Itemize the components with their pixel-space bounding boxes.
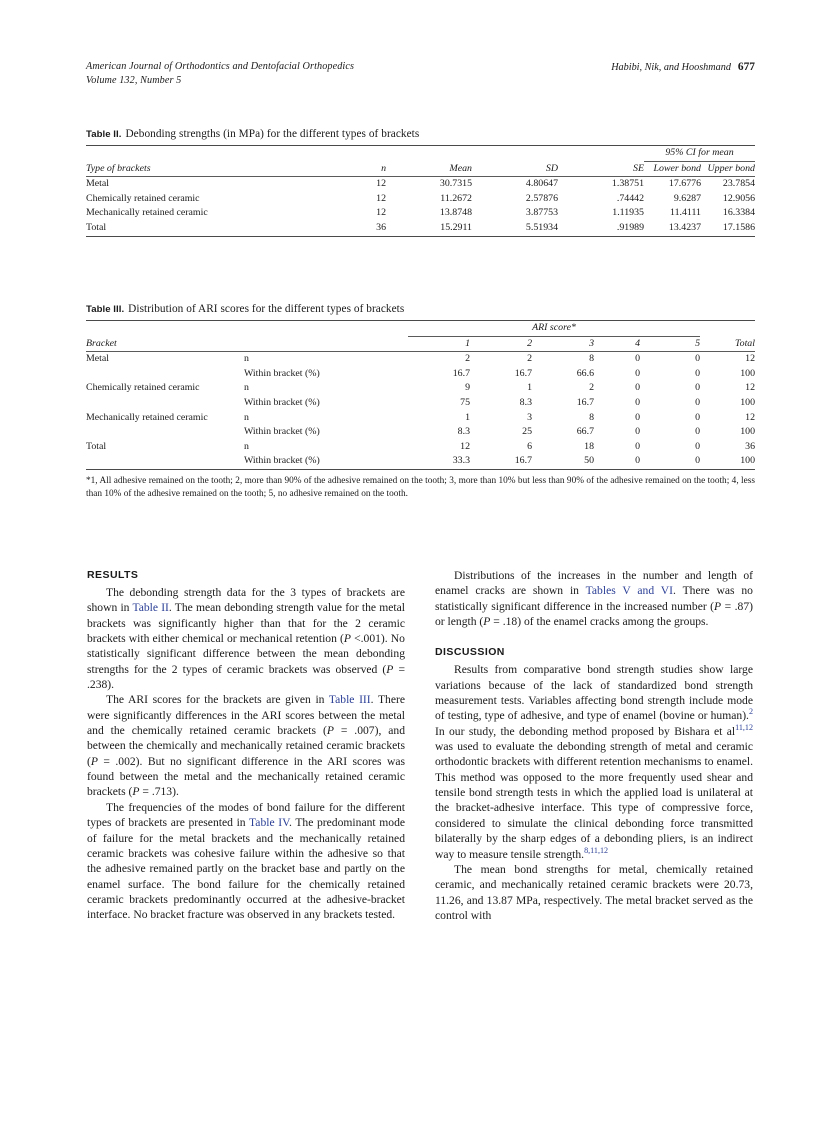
table-3-g2-pct-total: 100 [740,426,755,438]
table-3-g1-pct-s4: 0 [635,396,640,408]
table-3-g1-n-s2: 1 [527,382,532,394]
table-3-g1-n-total: 12 [745,382,755,394]
p3-text-a: The frequencies of the modes of bond failure for the different types of brackets are presented in [87,800,405,830]
running-head-authors-page [611,60,755,75]
table-3-g3-n-label: n [244,440,249,452]
table-2-r2-se: 1.11935 [612,207,644,219]
table-row [86,440,755,455]
page-number: 677 [737,61,755,73]
table-3-g2-n-label: n [244,411,249,423]
d1-text-c: was used to evaluate the debonding strength of metal and ceramic orthodontic brackets with different retention mechanisms to enamel. This method was opposed to the more frequently used shear and tensile bond strength tests in which the applied load is unilateral at the bracket-adhesive interface. This type of compressive force, considered to simulate the clinical debonding force transmitted bilaterally by the sharp edges of a debonding pliers, is an indirect way to measure tensile strength. [435,740,753,861]
p3-text-b: . The predominant mode of failure for the metal brackets and the mechanically retained ceramic brackets was cohesive failure within the adhesive so that the adhesive remained partly on the bracket base and partly on the enamel surface. The bond failure for the chemically retained ceramic brackets predominantly occurred at the adhesive-bracket interface. No bracket fracture was observed in any brackets tested. [87,816,406,922]
table-3-g3-n-s3: 18 [584,440,594,452]
table-2-r3-upper: 17.1586 [701,221,755,236]
table-2-r1-sd: 2.57876 [525,192,558,204]
p2-text-b: . There were significantly differences in the ARI scores between the metal and the chemically retained ceramic brackets ( [87,693,405,738]
p1-text-d: <.001). No statistically significant difference between the mean debonding strengths for the 2 types of ceramic brackets was observed ( [87,632,405,676]
table-2-r3-sd: 5.51934 [472,221,558,236]
table-3-g0-pct-s4: 0 [635,367,640,379]
results-paragraph-1 [87,585,405,692]
table-row [86,352,755,367]
citation-ref-2[interactable]: 2 [748,707,753,717]
table-3-g0-pct-s2: 16.7 [514,367,532,379]
p1-text-f: = .238). [87,662,406,692]
table-row [86,454,755,469]
p2-text-h: = .713). [139,785,179,799]
table-3-g0-pct-s1: 16.7 [452,367,470,379]
table-3-block [86,303,755,500]
table-2-col-brackets: Type of brackets [86,161,324,177]
p4-text-d: = .87) or length ( [435,599,753,629]
table-3 [86,320,755,470]
table-3-g1-n-s4: 0 [635,382,640,394]
table-row [86,221,755,236]
table-3-g2-pct-s5: 0 [695,426,700,438]
table-3-g0-n-s5: 0 [695,353,700,365]
table-2-col-n: n [324,161,386,177]
table-2-r1-upper: 12.9056 [722,192,755,204]
table-2-r0-label: Metal [86,178,110,190]
citation-ref-11-12[interactable]: 11,12 [735,722,753,732]
table-3-col-score-1: 1 [408,336,470,352]
table-3-g1-pct-s3: 16.7 [576,396,594,408]
table-3-g0-pct-s5: 0 [695,367,700,379]
table-2-r2-label: Mechanically retained ceramic [86,207,208,219]
citation-ref-8-11-12[interactable]: 8,11,12 [584,845,609,855]
p2-p-symbol-1: P [326,724,334,738]
table-3-g3-pct-s5: 0 [640,454,700,469]
table-2-r2-mean: 13.8748 [439,207,472,219]
table-2-span-header-row [86,146,755,162]
table-3-g2-pct-s2: 25 [522,426,532,438]
table-3-g3-n-total: 36 [745,440,755,452]
table-3-g1-n-s3: 2 [589,382,594,394]
p2-text-f: = .002). But no significant difference in the ARI scores was found between the metal and the mechanically retained ceramic brackets ( [87,754,405,799]
table-3-number: Table III. [86,304,125,315]
p2-text-a: The ARI scores for the brackets are given in [106,693,329,707]
table-2-caption [86,128,755,140]
table-2-r1-n: 12 [376,192,386,204]
table-3-g1-pct-label: Within bracket (%) [244,396,320,408]
table-2-span-header: 95% CI for mean [644,146,755,162]
table-3-g0-n-s2: 2 [527,353,532,365]
table-3-col-score-5: 5 [640,336,700,352]
table-3-g1-n-s1: 9 [465,382,470,394]
table-3-g3-n-s1: 12 [460,440,470,452]
table-3-g3-pct-label: Within bracket (%) [244,454,408,469]
table-2-col-mean: Mean [386,161,472,177]
table-3-g3-n-s4: 0 [635,440,640,452]
table-row [86,381,755,396]
table-3-g3-n-s5: 0 [695,440,700,452]
table-2-r2-n: 12 [376,207,386,219]
table-2-r0-lower: 17.6776 [668,178,701,190]
table-3-g1-n-label: n [244,382,249,394]
table-2-col-upper-bond: Upper bond [701,161,755,177]
p4-p-symbol-1: P [714,599,722,613]
p1-text-a: The debonding strength data for the 3 types of brackets are shown in [87,586,405,615]
table-3-g0-n-s3: 8 [589,353,594,365]
table-3-reference-link[interactable]: Table III [328,693,371,707]
tables-5-6-reference-link[interactable]: Tables V and VI [585,584,674,598]
table-2-r3-mean: 15.2911 [386,221,472,236]
table-2-reference-link[interactable]: Table II [132,601,169,615]
table-3-g0-pct-total: 100 [740,367,755,379]
table-2 [86,145,755,237]
table-3-g3-pct-total: 100 [700,454,755,469]
body-column-left [87,568,405,923]
table-row [86,367,755,382]
table-2-r1-label: Chemically retained ceramic [86,192,200,204]
table-3-header-row [86,336,755,352]
table-3-g3-pct-s2: 16.7 [470,454,532,469]
results-paragraph-2 [87,692,405,799]
table-3-col-bracket: Bracket [86,336,244,352]
table-3-g3-pct-s4: 0 [594,454,640,469]
table-2-r3-lower: 13.4237 [644,221,701,236]
table-3-g2-n-s5: 0 [695,411,700,423]
body-column-right [435,568,753,923]
table-3-g0-pct-label: Within bracket (%) [244,367,320,379]
table-2-r0-upper: 23.7854 [722,178,755,190]
table-2-r1-se: .74442 [616,192,644,204]
section-heading-discussion: DISCUSSION [435,646,505,659]
table-3-col-score-2: 2 [470,336,532,352]
table-2-block [86,128,755,237]
p2-text-d: = .007), and between the chemically and mechanically retained ceramic brackets ( [87,724,406,768]
table-3-g1-pct-total: 100 [740,396,755,408]
p1-p-symbol-1: P [343,632,351,646]
discussion-paragraph-1 [435,662,753,861]
discussion-paragraph-2: The mean bond strengths for metal, chemically retained ceramic, and mechanically retained ceramic brackets were 20.73, 11.26, and 13.87 MPa, respectively. The metal bracket served as the control with [435,862,753,922]
table-3-g3-pct-s3: 50 [532,454,594,469]
table-2-r1-mean: 11.2672 [440,192,472,204]
table-row [86,192,755,207]
table-3-g1-bracket: Chemically retained ceramic [86,382,200,394]
table-row [86,177,755,192]
table-3-g2-pct-s4: 0 [635,426,640,438]
table-2-col-lower-bond: Lower bond [644,161,701,177]
p4-text-b: . There was no statistically significant difference in the increased number ( [435,584,753,613]
table-2-r2-upper: 16.3384 [722,207,755,219]
p4-text-a: Distributions of the increases in the number and length of enamel cracks are shown in [435,569,753,598]
results-paragraph-4 [435,568,753,629]
table-3-g2-pct-label: Within bracket (%) [244,426,320,438]
table-3-g2-n-s3: 8 [589,411,594,423]
table-2-r2-sd: 3.87753 [525,207,558,219]
table-3-g0-pct-s3: 66.6 [576,367,594,379]
journal-title: American Journal of Orthodontics and Dentofacial Orthopedics [86,61,355,72]
table-3-title: Distribution of ARI scores for the different types of brackets [128,303,405,315]
table-3-caption [86,303,755,315]
table-3-g2-n-total: 12 [745,411,755,423]
table-2-r2-lower: 11.4111 [670,207,701,219]
table-4-reference-link[interactable]: Table IV [249,816,289,830]
table-3-col-total: Total [700,336,755,352]
table-3-g2-pct-s3: 66.7 [576,426,594,438]
running-head [86,60,755,92]
results-paragraph-3 [87,800,405,923]
table-3-g0-n-total: 12 [745,353,755,365]
table-row [86,206,755,221]
table-2-r0-se: 1.38751 [611,178,644,190]
p1-text-b: . The mean debonding strength value for the metal brackets was significantly higher than that for the 2 ceramic brackets with either chemical or mechanical retention ( [87,601,405,646]
table-3-g2-pct-s1: 8.3 [457,426,470,438]
table-3-g3-pct-s1: 33.3 [408,454,470,469]
table-2-col-sd: SD [472,161,558,177]
table-2-r0-mean: 30.7315 [439,178,472,190]
d1-text-b: In our study, the debonding method proposed by Bishara et al [435,724,736,738]
table-2-header-row [86,161,755,177]
table-3-span-header-row [86,321,755,337]
table-2-title: Debonding strengths (in MPa) for the different types of brackets [125,128,420,140]
table-row [86,396,755,411]
table-3-col-score-3: 3 [532,336,594,352]
table-3-span-header: ARI score* [408,321,700,337]
table-3-g2-bracket: Mechanically retained ceramic [86,411,208,423]
table-2-col-se: SE [558,161,644,177]
table-3-g2-n-s1: 1 [465,411,470,423]
table-3-g3-n-s2: 6 [527,440,532,452]
section-heading-results: RESULTS [87,569,139,581]
p2-p-symbol-2: P [90,754,98,768]
running-head-journal [86,60,354,88]
table-2-r3-n: 36 [324,221,386,236]
p4-p-symbol-2: P [483,615,491,629]
table-2-r0-sd: 4.80647 [525,178,558,190]
table-row [86,425,755,440]
table-3-g1-pct-s1: 75 [460,396,470,408]
table-row [86,411,755,426]
table-3-g0-n-label: n [244,353,249,365]
table-3-footnote: *1, All adhesive remained on the tooth; 2, more than 90% of the adhesive remained on the tooth; 3, more than 10% but less than 90% of the adhesive remained on the tooth; 4, less than 10% of the adhesive remained on the tooth; 5, no adhesive remained on the tooth. [86,475,755,499]
table-2-number: Table II. [86,129,122,140]
table-3-g2-n-s4: 0 [635,411,640,423]
table-3-g0-n-s1: 2 [465,353,470,365]
p2-p-symbol-3: P [132,785,140,799]
table-3-g0-bracket: Metal [86,353,110,365]
table-3-g2-n-s2: 3 [527,411,532,423]
table-3-g1-pct-s5: 0 [695,396,700,408]
table-2-r1-lower: 9.6287 [673,192,701,204]
author-list: Habibi, Nik, and Hooshmand [611,62,731,73]
p1-p-symbol-2: P [386,662,394,676]
table-3-g1-pct-s2: 8.3 [519,396,532,408]
table-2-r3-se: .91989 [558,221,644,236]
p4-text-f: = .18) of the enamel cracks among the groups. [490,615,709,629]
table-3-col-score-4: 4 [594,336,640,352]
d1-text-a: Results from comparative bond strength studies show large variations because of the lack of standardized bond strength measurement tests. Variables affecting bond strength include mode of testing, type of adhesive, and type of enamel (bovine or human). [435,663,753,723]
table-2-r0-n: 12 [376,178,386,190]
table-3-g1-n-s5: 0 [695,382,700,394]
table-3-g3-bracket: Total [86,440,107,452]
table-3-g0-n-s4: 0 [635,353,640,365]
table-2-r3-label: Total [86,221,324,236]
journal-volume: Volume 132, Number 5 [86,75,182,86]
